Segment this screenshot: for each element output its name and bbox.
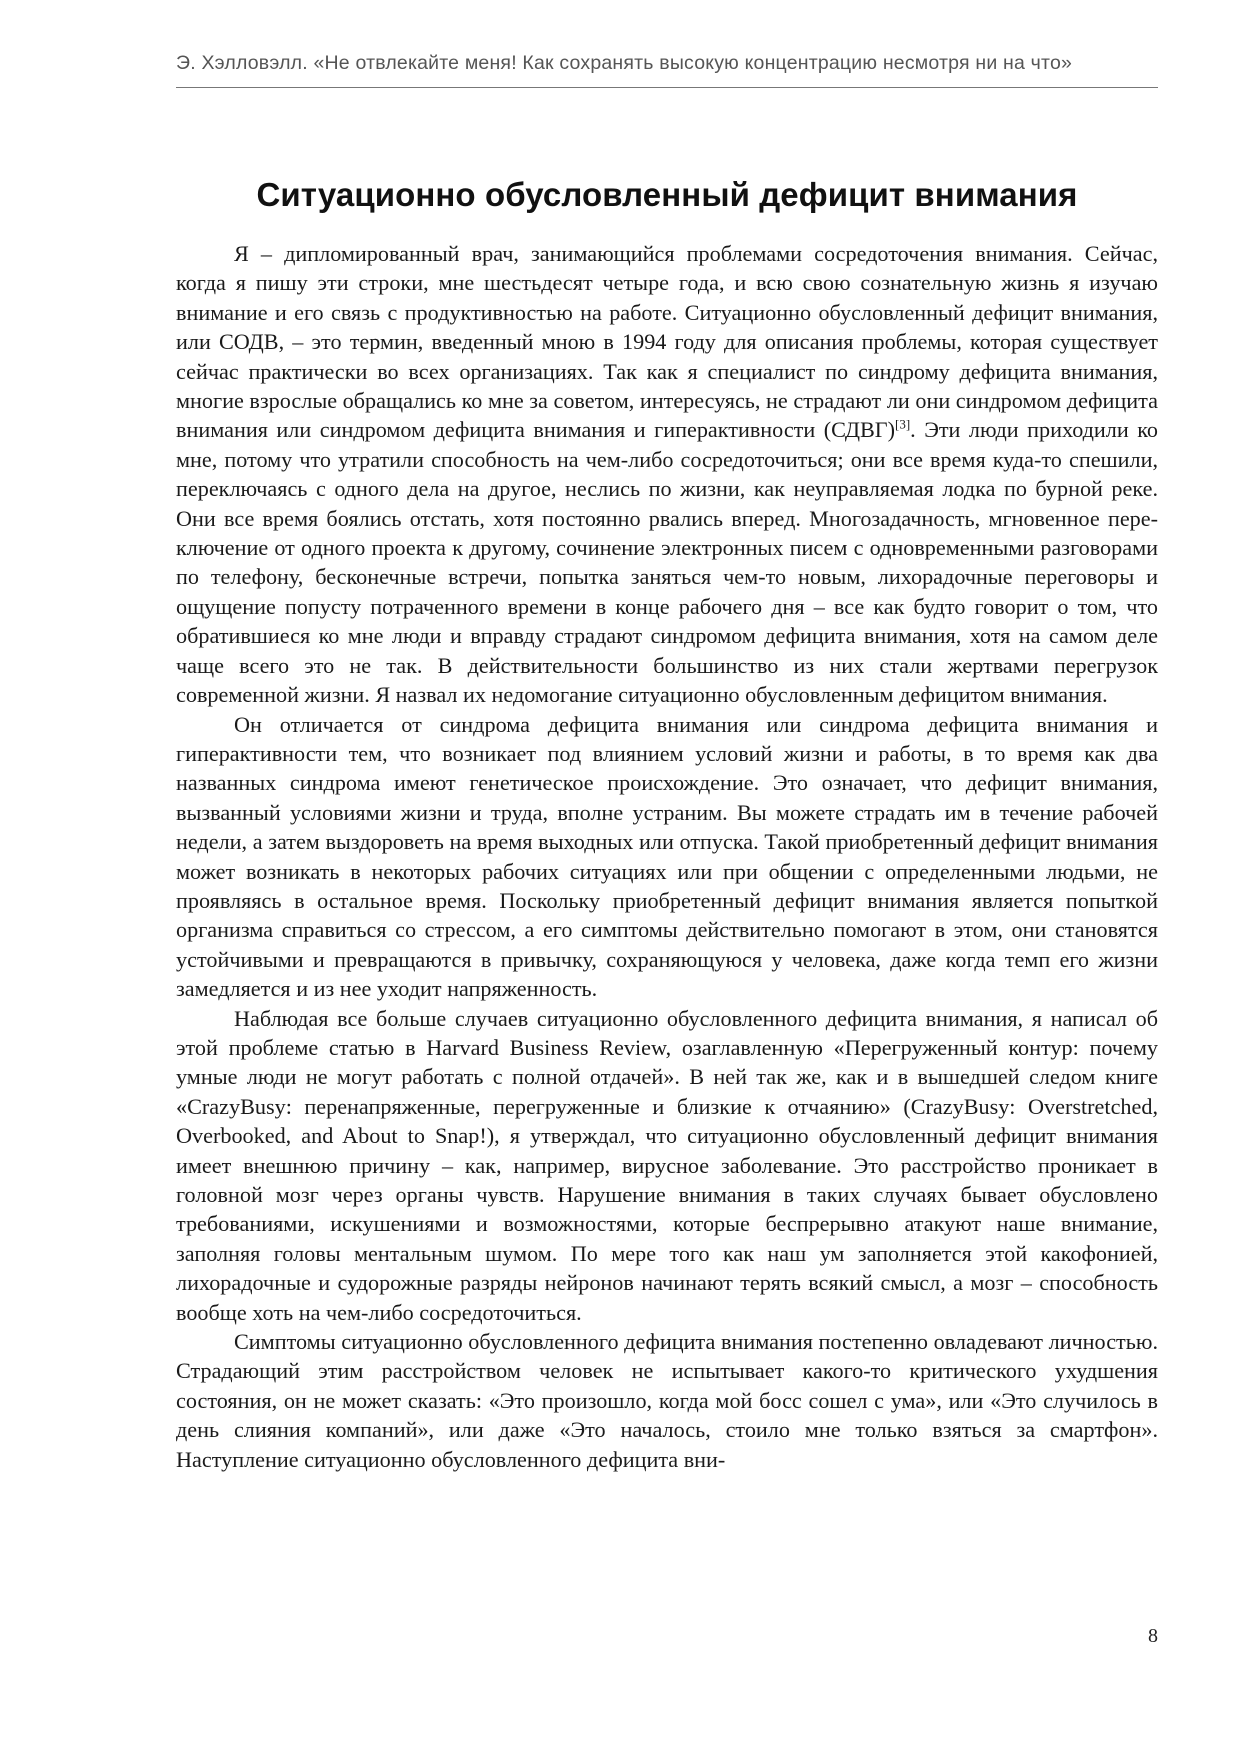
footnote-reference[interactable]: [3] [894, 417, 911, 433]
paragraph-1 [176, 239, 1158, 710]
running-header: Э. Хэлловэлл. «Не отвлекайте меня! Как сохранять высокую концентрацию несмотря ни на что» [176, 52, 1073, 74]
page-number: 8 [1148, 1625, 1158, 1647]
chapter-title: Ситуационно обусловленный дефицит внимания [256, 176, 1078, 213]
paragraph-2: Он отличается от синдрома дефицита внимания или синдрома дефицита внимания и гиперактивности тем, что возникает под влиянием условий жизни и работы, в то время как два названных синдрома имеют генетическое происхождение. Это означает, что дефицит внимания, вызванный условиями жизни и труда, вполне устраним. Вы можете страдать им в течение рабочей недели, а затем выздороветь на время выходных или отпуска. Такой приобретенный дефицит внимания может возникать в некоторых рабочих ситуациях или при общении с определенными людьми, не проявляясь в остальное время. Поскольку приобретенный дефицит внимания является попыткой организма справиться со стрессом, а его симптомы действительно помогают в этом, они становятся устойчивыми и превращаются в привычку, сохраняющуюся у человека, даже когда темп его жизни замедляется и из нее уходит напряженность. [176, 711, 1158, 1002]
body-text [176, 239, 1158, 1474]
paragraph-1-continuation: . Эти люди приходили ко мне, потому что утратили способность на чем-либо сосредоточиться; они все время куда-то спешили, переключаясь с одного дела на другое, неслись по жизни, как неуправляемая лодка по бурной реке. Они все время боялись отстать, хотя постоянно рвались вперед. Многозадачность, мгновенное переключение от одного проекта к другому, сочинение электронных писем с одновременными разговорами по телефону, бесконечные встречи, попытка заняться чем-то новым, лихорадочные переговоры и ощущение попусту потраченного времени в конце рабочего дня – все как будто говорит о том, что обратившиеся ко мне люди и вправду страдают синдромом дефицита внимания, хотя на самом деле чаще всего это не так. В действительности большинство из них стали жертвами перегрузок современной жизни. Я назвал их недомогание ситуационно обусловленным дефицитом внимания. [176, 417, 1158, 708]
paragraph-3: Наблюдая все больше случаев ситуационно обусловленного дефицита внимания, я написал об этой проблеме статью в Harvard Business Review, озаглавленную «Перегруженный контур: почему умные люди не могут работать с полной отдачей». В ней так же, как и в вышедшей следом книге «CrazyBusy: перенапряженные, перегруженные и близкие к отчаянию» (CrazyBusy: Overstretched, Overbooked, and About to Snap!), я утверждал, что ситуационно обусловленный дефицит внимания имеет внешнюю причину – как, например, вирусное заболевание. Это расстройство проникает в головной мозг через органы чувств. Нарушение внимания в таких случаях бывает обусловлено требованиями, искушениями и возможностями, которые беспрерывно атакуют наше внимание, заполняя головы ментальным шумом. По мере того как наш ум заполняется этой какофонией, лихорадочные и судорожные разряды нейронов начинают терять всякий смысл, а мозг – способность вообще хоть на чем-либо сосредоточиться. [176, 1005, 1158, 1325]
paragraph-1-text: Я – дипломированный врач, занимающийся проблемами сосредоточения внимания. Сейчас, когда я пишу эти строки, мне шестьдесят четыре года, и всю свою сознательную жизнь я изучаю внимание и его связь с продуктивностью на работе. Ситуационно обусловленный дефицит внимания, или СОДВ, – это термин, введенный мною в 1994 году для описания проблемы, которая существует сейчас практически во всех организациях. Так как я специалист по синдрому дефицита внимания, многие взрослые обращались ко мне за советом, интересуясь, не страдают ли они синдромом дефицита внимания или синдромом дефицита внимания и гиперактивности (СДВГ) [176, 241, 1158, 443]
paragraph-4: Симптомы ситуационно обусловленного дефицита внимания постепенно овладевают личностью. Страдающий этим расстройством человек не испытывает какого-то критического ухудшения состояния, он не может сказать: «Это произошло, когда мой босс сошел с ума», или «Это случилось в день слияния компаний», или даже «Это началось, стоило мне только взяться за смартфон». Наступление ситуационно обусловленного дефицита вни- [176, 1329, 1158, 1472]
header-divider [176, 87, 1158, 88]
